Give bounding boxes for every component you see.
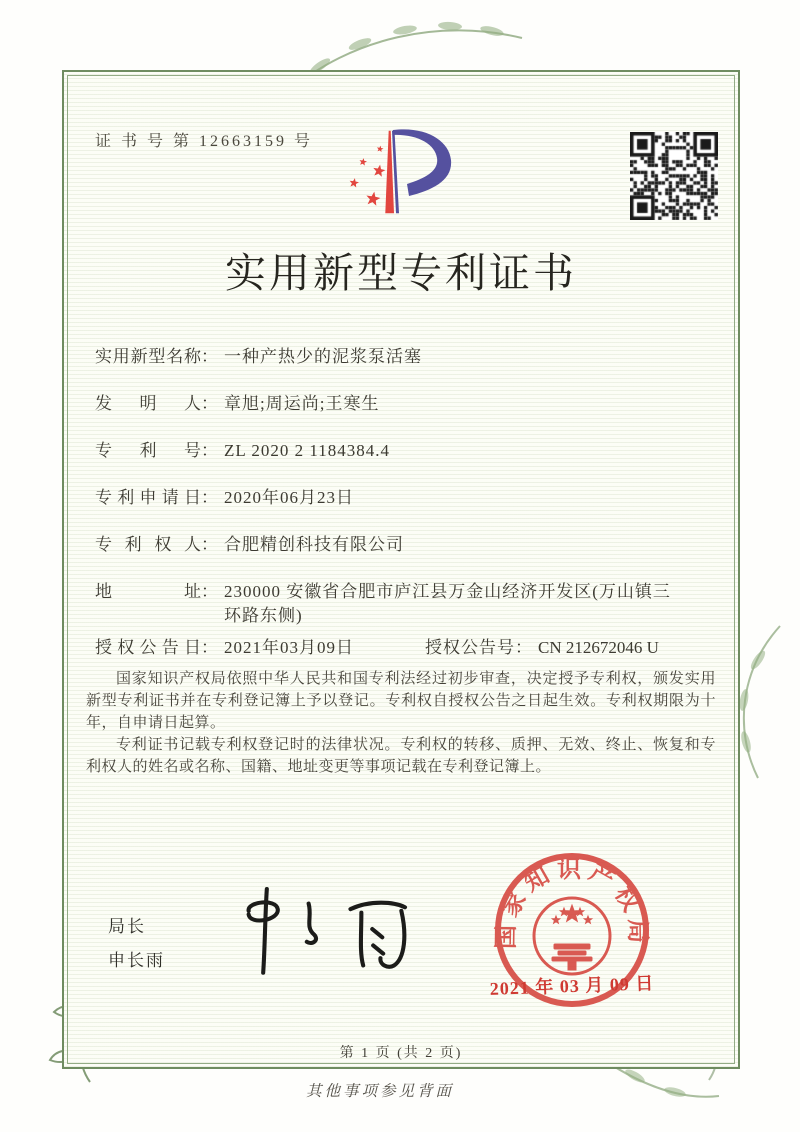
field-label: 专利申请日 xyxy=(95,488,201,507)
field-label: 实用新型名称 xyxy=(95,347,201,366)
field-label: 专利号 xyxy=(95,441,201,460)
field-value: 一种产热少的泥浆泵活塞 xyxy=(224,347,422,366)
legal-text xyxy=(86,668,716,778)
field-value: 2021年03月09日 xyxy=(224,638,354,657)
field-row-patent-number xyxy=(95,439,715,463)
legal-paragraph: 专利证书记载专利权登记时的法律状况。专利权的转移、质押、无效、终止、恢复和专利权人的姓名或名称、国籍、地址变更等事项记载在专利登记簿上。 xyxy=(86,737,716,775)
qr-code xyxy=(630,132,718,220)
page-info: 第 1 页 (共 2 页) xyxy=(339,1046,463,1061)
certificate-title: 实用新型专利证书 xyxy=(225,250,577,296)
signer-name: 申长雨 xyxy=(108,951,165,970)
signature-handwriting xyxy=(225,880,425,980)
field-row-inventors xyxy=(95,392,715,416)
field-label: 授权公告日 xyxy=(95,638,201,657)
field-value: CN 212672046 U xyxy=(538,638,659,657)
field-row-filing-date xyxy=(95,486,715,510)
certificate-number: 证 书 号 第 12663159 号 xyxy=(95,133,314,150)
field-value: 230000 安徽省合肥市庐江县万金山经济开发区(万山镇三环路东侧) xyxy=(224,582,671,625)
field-value: 2020年06月23日 xyxy=(224,488,354,507)
colon: ： xyxy=(201,638,218,657)
signer-title: 局长 xyxy=(108,917,146,936)
back-note: 其他事项参见背面 xyxy=(305,1083,454,1100)
colon: ： xyxy=(201,441,218,460)
field-value: ZL 2020 2 1184384.4 xyxy=(224,441,391,460)
svg-text:国家知识产权局 xyxy=(493,856,651,949)
field-label: 地址 xyxy=(95,582,201,601)
field-label: 授权公告号 xyxy=(425,638,515,657)
cnipa-patent-logo-icon xyxy=(345,122,460,222)
field-label: 专利权人 xyxy=(95,535,201,554)
field-row-name xyxy=(95,345,715,369)
field-row-patentee xyxy=(95,533,715,557)
colon: ： xyxy=(201,535,218,554)
legal-paragraph: 国家知识产权局依照中华人民共和国专利法经过初步审查，决定授予专利权，颁发实用新型专利证书并在专利登记簿上予以登记。专利权自授权公告之日起生效。专利权期限为十年，自申请日起算。 xyxy=(86,671,716,731)
colon: ： xyxy=(201,347,218,366)
colon: ： xyxy=(515,638,532,657)
seal-date: 2021 年 03 月 09 日 xyxy=(489,973,655,999)
field-row-grant xyxy=(95,636,715,660)
field-label: 发明人 xyxy=(95,394,201,413)
field-value: 章旭;周运尚;王寒生 xyxy=(224,394,380,413)
field-value: 合肥精创科技有限公司 xyxy=(224,535,404,554)
grant-publication-number xyxy=(425,636,659,660)
colon: ： xyxy=(201,488,218,507)
field-row-address xyxy=(95,580,715,628)
seal-text: 国家知识产权局 xyxy=(493,856,651,950)
colon: ： xyxy=(201,582,218,601)
cnipa-official-seal xyxy=(472,852,672,1052)
colon: ： xyxy=(201,394,218,413)
